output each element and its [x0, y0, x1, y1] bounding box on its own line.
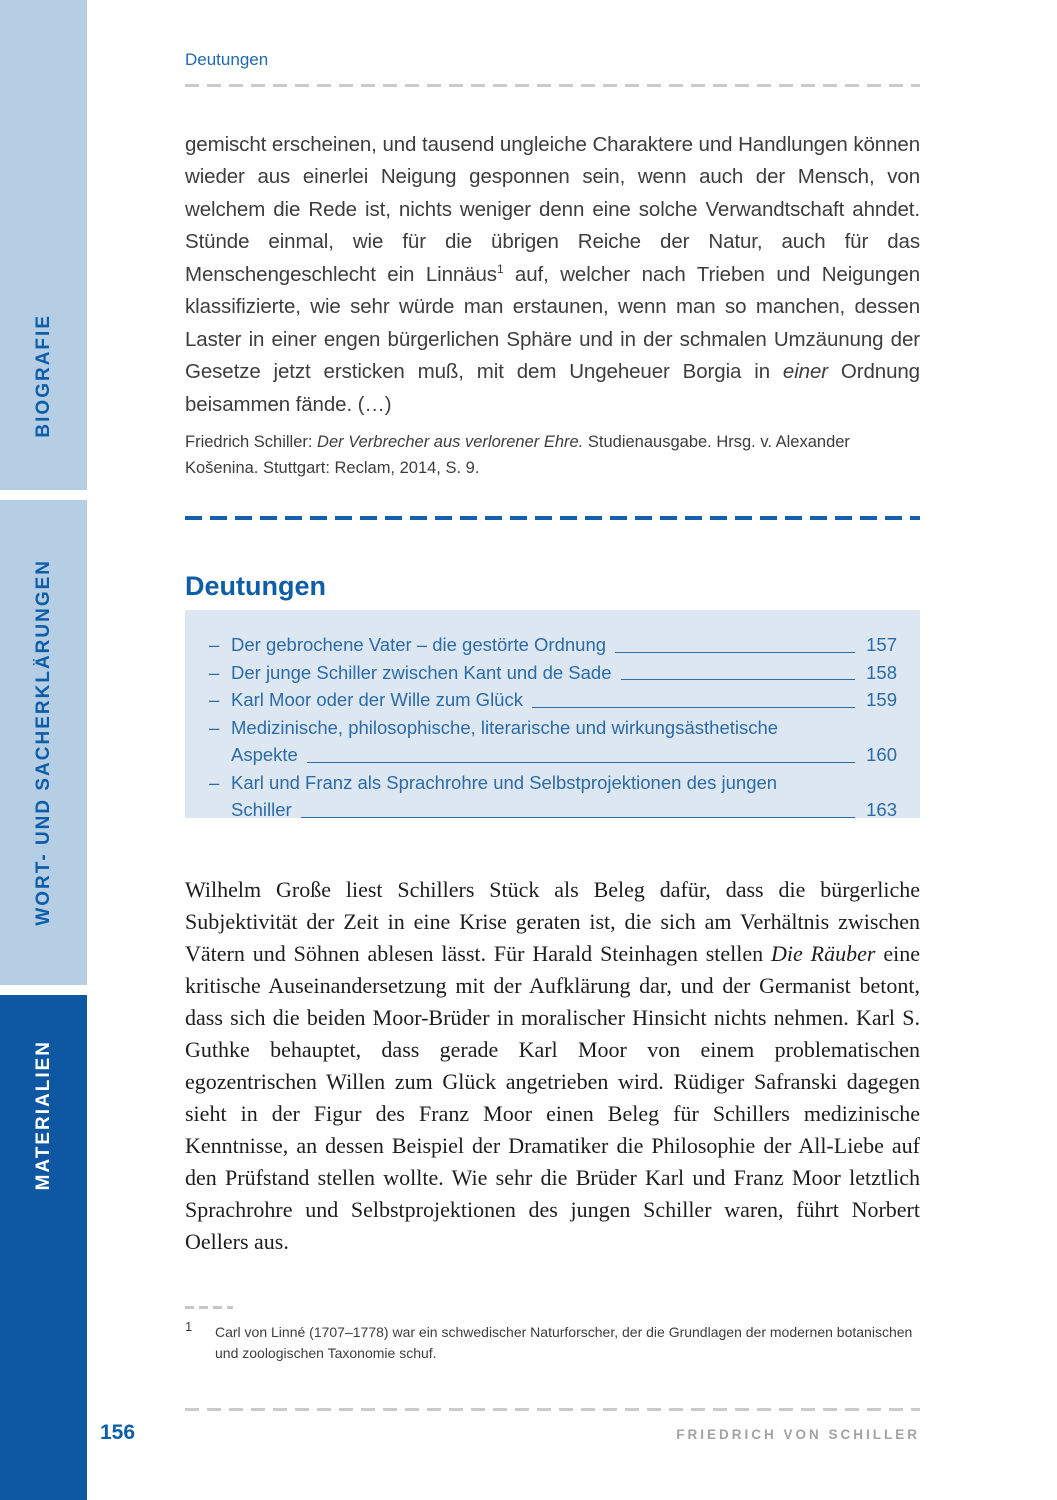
toc-page-number: 163	[866, 799, 897, 820]
toc-item	[209, 631, 897, 659]
footnote-text: Carl von Linné (1707–1778) war ein schwedischer Naturforscher, der die Grundlagen der modernen botanischen und zoologischen Taxonomie schuf.	[215, 1324, 913, 1361]
toc-item	[209, 659, 897, 687]
toc-leader-line	[307, 762, 855, 763]
top-dashed-rule	[185, 84, 920, 87]
toc-label: Schiller	[231, 799, 292, 820]
sidebar-tab-materialien	[0, 995, 87, 1500]
toc-page-number: 160	[866, 744, 897, 765]
toc-bullet: –	[209, 661, 220, 683]
toc-box	[185, 610, 920, 818]
toc-item	[209, 686, 897, 714]
sidebar-tab-wort-und-sacherklaerungen-label: WORT- UND SACHERKLÄRUNGEN	[32, 559, 54, 926]
running-head: Deutungen	[185, 50, 269, 69]
toc-label: Der junge Schiller zwischen Kant und de Sade	[231, 661, 612, 683]
toc-item	[209, 769, 897, 824]
section-heading: Deutungen	[185, 571, 326, 602]
sidebar-tab-materialien-label: MATERIALIEN	[32, 1040, 54, 1191]
sidebar-tab-wort-und-sacherklaerungen	[0, 500, 87, 985]
toc-leader-line	[532, 707, 855, 708]
toc-page-number: 159	[866, 689, 897, 710]
toc-label: Der gebrochene Vater – die gestörte Ordnung	[231, 634, 607, 655]
footnote	[185, 1319, 920, 1364]
toc-bullet: –	[209, 689, 220, 710]
toc-page-number: 157	[866, 634, 897, 655]
body-paragraph: Wilhelm Große liest Schillers Stück als Beleg dafür, dass die bürgerliche Subjektivität der Zeit in eine Krise geraten ist, die sich am Verhältnis zwischen Vätern und Söhnen ablesen lässt. Für Harald Steinhagen stellen Die Räuber eine kritische Auseinandersetzung mit der Aufklärung dar, und der Germanist betont, dass sich die beiden Moor-Brüder in moralischer Hinsicht nichts nehmen. Karl S. Guthke behauptet, dass gerade Karl Moor von einem problematischen egozentrischen Willen zum Glück angetrieben wird. Rüdiger Safranski dagegen sieht in der Figur des Franz Moor einen Beleg für Schillers medizinische Kenntnisse, an dessen Beispiel der Dramatiker die Philosophie der All-Liebe auf den Prüfstand stellen wollte. Wie sehr die Brüder Karl und Franz Moor letztlich Sprachrohre und Selbstprojektionen des jungen Schiller waren, führt Norbert Oellers aus.	[185, 877, 920, 1254]
toc-label: Aspekte	[231, 744, 298, 765]
footer-dashed-rule	[185, 1408, 920, 1411]
footnote-marker: 1	[185, 1319, 193, 1334]
toc-leader-line	[615, 652, 855, 653]
sidebar-tab-biografie	[0, 0, 87, 490]
toc-leader-line	[621, 679, 855, 680]
sidebar-tab-biografie-label: BIOGRAFIE	[32, 314, 54, 438]
toc-bullet: –	[209, 771, 220, 793]
content-column	[185, 0, 920, 1500]
toc-item	[209, 714, 897, 769]
toc-label: Medizinische, philosophische, literarische und wirkungsästhetische	[231, 716, 779, 738]
toc-leader-line	[301, 817, 855, 818]
toc-page-number: 158	[866, 661, 897, 683]
footer-title: FRIEDRICH VON SCHILLER	[676, 1427, 920, 1442]
toc-bullet: –	[209, 634, 220, 655]
toc-label: Karl und Franz als Sprachrohre und Selbstprojektionen des jungen	[231, 771, 778, 793]
toc-bullet: –	[209, 716, 220, 738]
quote-paragraph: gemischt erscheinen, und tausend ungleiche Charaktere und Handlungen können wieder aus einerlei Neigung gesponnen sein, wenn auch der Mensch, von welchem die Rede ist, nichts weniger denn eine solche Verwandtschaft ahndet. Stünde einmal, wie für die übrigen Reiche der Natur, auch für das Menschengeschlecht ein Linnäus$^1$ auf, welcher nach Trieben und Neigungen klassifizierte, wie sehr würde man erstaunen, wenn man so manchen, dessen Laster in einer engen bürgerlichen Sphäre und in der schmalen Umzäunung der Gesetze jetzt ersticken muß, mit dem Ungeheuer Borgia in einer Ordnung beisammen fände. (…)	[185, 132, 920, 416]
page-number: 156	[100, 1421, 136, 1444]
section-dashed-rule	[185, 516, 920, 520]
footnote-dashed-rule	[185, 1306, 233, 1309]
source-citation: Friedrich Schiller: Der Verbrecher aus verlorener Ehre. Studienausgabe. Hrsg. v. Alexander Košenina. Stuttgart: Reclam, 2014, S. 9.	[185, 432, 850, 477]
toc-label: Karl Moor oder der Wille zum Glück	[231, 689, 523, 710]
